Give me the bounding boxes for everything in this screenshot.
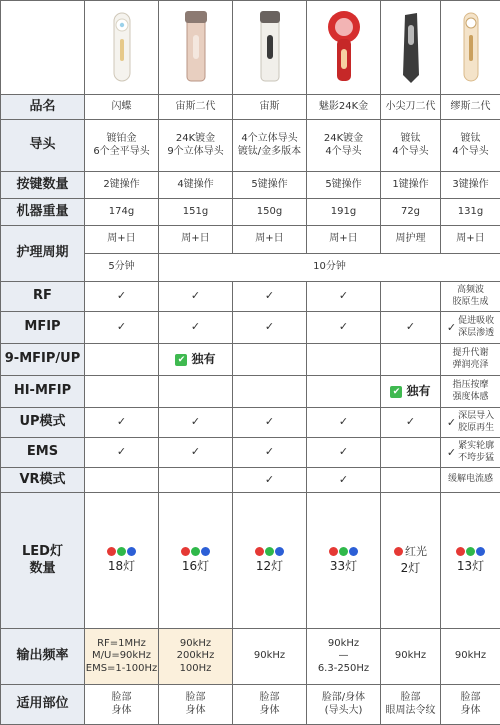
buttons-cell: 3键操作 bbox=[441, 172, 500, 199]
effect-line: 强度体感 bbox=[441, 392, 500, 403]
product-name: 魅影24K金 bbox=[307, 95, 381, 120]
head-line: 镀铂金 bbox=[85, 133, 158, 146]
led-label bbox=[1, 493, 85, 629]
rf-row bbox=[1, 282, 500, 312]
check-mark: ✓ bbox=[339, 415, 348, 428]
check-mark: ✓ bbox=[265, 320, 274, 333]
exclusive-text: 独有 bbox=[406, 384, 430, 399]
buttons-label: 按键数量 bbox=[1, 172, 85, 199]
freq-cell bbox=[233, 629, 307, 685]
weight-row bbox=[1, 199, 500, 226]
cycle-cell: 周护理 bbox=[381, 226, 441, 254]
check-mark: ✓ bbox=[339, 445, 348, 458]
blue-light-icon bbox=[275, 547, 284, 556]
device-image-miusi2 bbox=[451, 5, 491, 85]
led-count: 16灯 bbox=[159, 559, 232, 574]
check-mark: ✓ bbox=[191, 415, 200, 428]
head-line: 4个导头 bbox=[381, 146, 440, 159]
empty-cell bbox=[85, 344, 159, 376]
effect-line: 高频波 bbox=[441, 285, 500, 296]
head-line: 镀钛/金多版本 bbox=[233, 146, 306, 159]
head-line: 镀钛 bbox=[381, 133, 440, 146]
weight-cell: 150g bbox=[233, 199, 307, 226]
green-light-icon bbox=[117, 547, 126, 556]
head-line: 24K镀金 bbox=[159, 133, 232, 146]
up-row bbox=[1, 408, 500, 438]
check-mark: ✓ bbox=[339, 320, 348, 333]
check-mark: ✓ bbox=[265, 473, 274, 486]
check-mark: ✓ bbox=[191, 320, 200, 333]
check-mark: ✓ bbox=[117, 445, 126, 458]
led-cell bbox=[441, 493, 500, 629]
device-image-xiaojiandao2 bbox=[391, 5, 431, 85]
freq-line: — bbox=[307, 650, 380, 663]
freq-cell bbox=[441, 629, 500, 685]
led-cell bbox=[233, 493, 307, 629]
cycle-cell: 周+日 bbox=[233, 226, 307, 254]
green-light-icon bbox=[466, 547, 475, 556]
empty-cell bbox=[233, 344, 307, 376]
red-light-icon bbox=[456, 547, 465, 556]
empty-cell bbox=[159, 468, 233, 493]
himfip-label: HI-MFIP bbox=[1, 376, 85, 408]
freq-line: RF=1MHz bbox=[85, 638, 158, 651]
check-box-icon: ✔ bbox=[175, 354, 187, 366]
weight-label: 机器重量 bbox=[1, 199, 85, 226]
product-name: 闪蝶 bbox=[85, 95, 159, 120]
product-image-1 bbox=[85, 1, 159, 95]
buttons-cell: 5键操作 bbox=[233, 172, 307, 199]
device-image-zeus2 bbox=[176, 5, 216, 85]
head-cell bbox=[307, 120, 381, 172]
ems-label: EMS bbox=[1, 438, 85, 468]
device-image-zeus bbox=[250, 5, 290, 85]
head-line: 4个导头 bbox=[307, 146, 380, 159]
area-cell bbox=[381, 685, 441, 725]
vr-label: VR模式 bbox=[1, 468, 85, 493]
red-light-icon bbox=[255, 547, 264, 556]
head-cell bbox=[381, 120, 441, 172]
empty-cell bbox=[233, 376, 307, 408]
area-row bbox=[1, 685, 500, 725]
vr-row bbox=[1, 468, 500, 493]
area-cell bbox=[233, 685, 307, 725]
head-line: 4个导头 bbox=[441, 146, 500, 159]
empty-cell bbox=[85, 468, 159, 493]
blue-light-icon bbox=[201, 547, 210, 556]
area-cell bbox=[441, 685, 500, 725]
freq-line: 90kHz bbox=[381, 650, 440, 663]
led-cell bbox=[307, 493, 381, 629]
area-cell bbox=[307, 685, 381, 725]
check-mark: ✓ bbox=[406, 320, 415, 333]
led-label-line: 数量 bbox=[1, 561, 84, 577]
check-mark: ✓ bbox=[265, 289, 274, 302]
freq-line: 90kHz bbox=[307, 638, 380, 651]
mfip9-exclusive bbox=[159, 344, 233, 376]
head-line: 24K镀金 bbox=[307, 133, 380, 146]
check-mark: ✓ bbox=[191, 289, 200, 302]
effect-line: 指压按摩 bbox=[441, 380, 500, 391]
check-mark: ✓ bbox=[447, 321, 456, 335]
check-mark: ✓ bbox=[339, 289, 348, 302]
check-mark: ✓ bbox=[117, 320, 126, 333]
empty-cell bbox=[381, 438, 441, 468]
area-line: 脸部 bbox=[441, 692, 500, 705]
weight-cell: 191g bbox=[307, 199, 381, 226]
freq-line: 6.3-250Hz bbox=[307, 663, 380, 676]
check-mark: ✓ bbox=[117, 415, 126, 428]
led-cell bbox=[159, 493, 233, 629]
green-light-icon bbox=[191, 547, 200, 556]
check-box-icon: ✔ bbox=[390, 386, 402, 398]
area-label: 适用部位 bbox=[1, 685, 85, 725]
cycle-row bbox=[1, 226, 500, 254]
weight-cell: 131g bbox=[441, 199, 500, 226]
name-row bbox=[1, 95, 500, 120]
led-count: 18灯 bbox=[85, 559, 158, 574]
blue-light-icon bbox=[127, 547, 136, 556]
himfip-effect bbox=[441, 376, 500, 408]
head-cell bbox=[441, 120, 500, 172]
buttons-row bbox=[1, 172, 500, 199]
area-line: 脸部 bbox=[381, 692, 440, 705]
area-line: 脸部/身体 bbox=[307, 692, 380, 705]
head-line: 4个立体导头 bbox=[233, 133, 306, 146]
head-row bbox=[1, 120, 500, 172]
himfip-exclusive bbox=[381, 376, 441, 408]
weight-cell: 72g bbox=[381, 199, 441, 226]
area-line: 身体 bbox=[233, 705, 306, 718]
area-line: 眼周法令纹 bbox=[381, 705, 440, 718]
buttons-cell: 4键操作 bbox=[159, 172, 233, 199]
empty-cell bbox=[381, 282, 441, 312]
check-mark: ✓ bbox=[339, 473, 348, 486]
effect-line: 胶原生成 bbox=[441, 297, 500, 308]
duration-first: 5分钟 bbox=[85, 254, 159, 282]
product-image-5 bbox=[381, 1, 441, 95]
cycle-label: 护理周期 bbox=[1, 226, 85, 282]
empty-corner bbox=[1, 1, 85, 95]
led-count: 2灯 bbox=[381, 561, 440, 576]
red-light-icon bbox=[394, 547, 403, 556]
green-light-icon bbox=[265, 547, 274, 556]
red-light-icon bbox=[181, 547, 190, 556]
himfip-row bbox=[1, 376, 500, 408]
mfip-row bbox=[1, 312, 500, 344]
product-image-2 bbox=[159, 1, 233, 95]
freq-line: 100Hz bbox=[159, 663, 232, 676]
ems-effect bbox=[441, 438, 500, 468]
led-cell bbox=[381, 493, 441, 629]
freq-line: 90kHz bbox=[159, 638, 232, 651]
duration-rest: 10分钟 bbox=[159, 254, 500, 282]
area-cell bbox=[85, 685, 159, 725]
cycle-cell: 周+日 bbox=[159, 226, 233, 254]
effect-line: 促进吸收 bbox=[458, 316, 494, 327]
effect-line: 缓解电流感 bbox=[448, 474, 493, 485]
product-image-4 bbox=[307, 1, 381, 95]
area-line: 身体 bbox=[159, 705, 232, 718]
head-label: 导头 bbox=[1, 120, 85, 172]
empty-cell bbox=[307, 344, 381, 376]
led-row bbox=[1, 493, 500, 629]
mfip-effect bbox=[441, 312, 500, 344]
check-mark: ✓ bbox=[191, 445, 200, 458]
area-line: 身体 bbox=[441, 705, 500, 718]
check-mark: ✓ bbox=[447, 416, 456, 430]
image-row bbox=[1, 1, 500, 95]
freq-line: 90kHz bbox=[441, 650, 500, 663]
buttons-cell: 2键操作 bbox=[85, 172, 159, 199]
head-cell bbox=[233, 120, 307, 172]
up-label: UP模式 bbox=[1, 408, 85, 438]
area-line: 脸部 bbox=[233, 692, 306, 705]
led-count: 13灯 bbox=[441, 559, 500, 574]
check-mark: ✓ bbox=[447, 446, 456, 460]
weight-cell: 151g bbox=[159, 199, 233, 226]
effect-line: 深层导入 bbox=[458, 411, 494, 422]
weight-cell: 174g bbox=[85, 199, 159, 226]
red-light-icon bbox=[329, 547, 338, 556]
freq-row bbox=[1, 629, 500, 685]
freq-cell bbox=[159, 629, 233, 685]
check-mark: ✓ bbox=[265, 445, 274, 458]
rf-label: RF bbox=[1, 282, 85, 312]
effect-line: 深层渗透 bbox=[458, 328, 494, 339]
freq-cell bbox=[381, 629, 441, 685]
product-name: 宙斯 bbox=[233, 95, 307, 120]
head-line: 镀钛 bbox=[441, 133, 500, 146]
exclusive-text: 独有 bbox=[191, 352, 215, 367]
empty-cell bbox=[381, 344, 441, 376]
mfip9-row bbox=[1, 344, 500, 376]
red-light-icon bbox=[107, 547, 116, 556]
head-cell bbox=[85, 120, 159, 172]
effect-line: 弹润亮泽 bbox=[441, 360, 500, 371]
cycle-cell: 周+日 bbox=[441, 226, 500, 254]
vr-effect bbox=[441, 468, 500, 493]
up-effect bbox=[441, 408, 500, 438]
product-name: 缪斯二代 bbox=[441, 95, 500, 120]
blue-light-icon bbox=[349, 547, 358, 556]
head-cell bbox=[159, 120, 233, 172]
led-label-line: LED灯 bbox=[1, 544, 84, 560]
empty-cell bbox=[381, 468, 441, 493]
product-name: 小尖刀二代 bbox=[381, 95, 441, 120]
freq-line: M/U=90kHz bbox=[85, 650, 158, 663]
name-label: 品名 bbox=[1, 95, 85, 120]
freq-cell bbox=[307, 629, 381, 685]
mfip9-effect bbox=[441, 344, 500, 376]
freq-line: EMS=1-100Hz bbox=[85, 663, 158, 676]
empty-cell bbox=[159, 376, 233, 408]
freq-label: 输出频率 bbox=[1, 629, 85, 685]
device-image-meiying24k bbox=[319, 5, 369, 85]
rf-effect bbox=[441, 282, 500, 312]
product-name: 宙斯二代 bbox=[159, 95, 233, 120]
led-count: 12灯 bbox=[233, 559, 306, 574]
area-line: 身体 bbox=[85, 705, 158, 718]
red-light-text: 红光 bbox=[405, 545, 427, 559]
cycle-cell: 周+日 bbox=[307, 226, 381, 254]
empty-cell bbox=[307, 376, 381, 408]
effect-line: 胶原再生 bbox=[458, 423, 494, 434]
empty-cell bbox=[85, 376, 159, 408]
mfip-label: MFIP bbox=[1, 312, 85, 344]
head-line: 9个立体导头 bbox=[159, 146, 232, 159]
led-cell bbox=[85, 493, 159, 629]
blue-light-icon bbox=[476, 547, 485, 556]
freq-line: 200kHz bbox=[159, 650, 232, 663]
effect-line: 不垮步猛 bbox=[458, 453, 494, 464]
mfip9-label: 9-MFIP/UP bbox=[1, 344, 85, 376]
buttons-cell: 5键操作 bbox=[307, 172, 381, 199]
product-image-3 bbox=[233, 1, 307, 95]
buttons-cell: 1键操作 bbox=[381, 172, 441, 199]
check-mark: ✓ bbox=[117, 289, 126, 302]
led-count: 33灯 bbox=[307, 559, 380, 574]
head-line: 6个全平导头 bbox=[85, 146, 158, 159]
ems-row bbox=[1, 438, 500, 468]
area-line: 脸部 bbox=[159, 692, 232, 705]
device-image-shandie bbox=[102, 5, 142, 85]
green-light-icon bbox=[339, 547, 348, 556]
area-line: 脸部 bbox=[85, 692, 158, 705]
area-line: (导头大) bbox=[307, 705, 380, 718]
effect-line: 提升代谢 bbox=[441, 348, 500, 359]
freq-line: 90kHz bbox=[233, 650, 306, 663]
freq-cell bbox=[85, 629, 159, 685]
area-cell bbox=[159, 685, 233, 725]
effect-line: 紧实轮廓 bbox=[458, 441, 494, 452]
check-mark: ✓ bbox=[406, 415, 415, 428]
check-mark: ✓ bbox=[265, 415, 274, 428]
product-image-6 bbox=[441, 1, 500, 95]
cycle-cell: 周+日 bbox=[85, 226, 159, 254]
